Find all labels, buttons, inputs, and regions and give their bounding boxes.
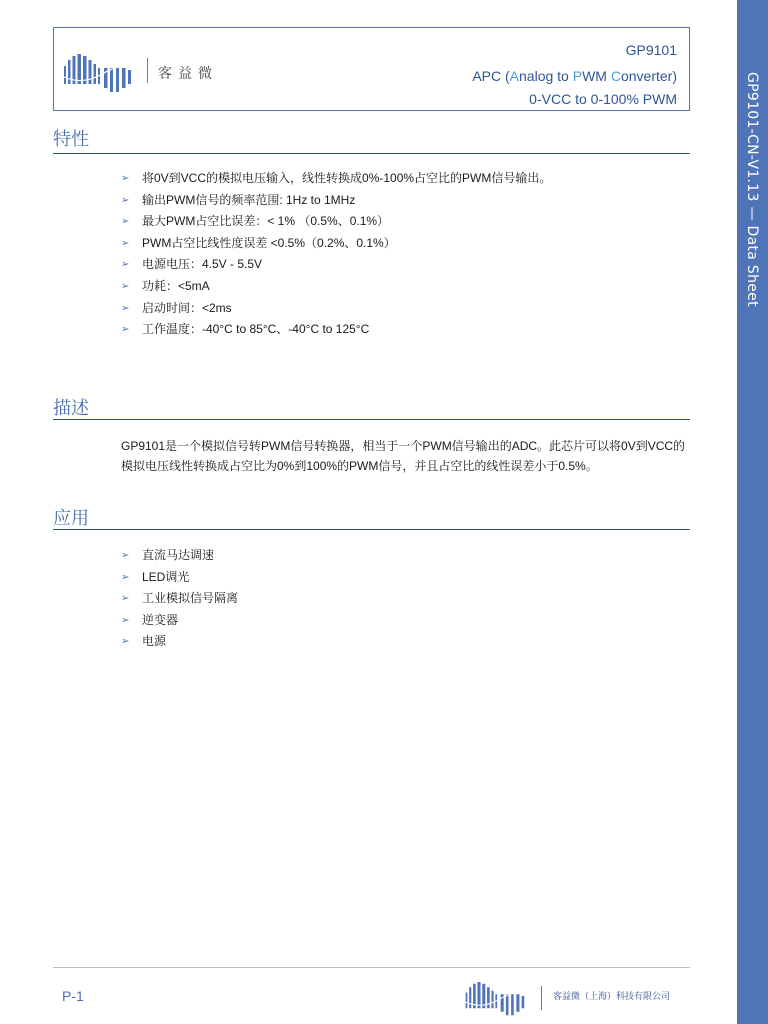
header-box xyxy=(53,27,690,111)
arrow-bullet-icon: ➢ xyxy=(121,614,130,626)
arrow-bullet-icon: ➢ xyxy=(121,259,130,271)
arrow-bullet-icon: ➢ xyxy=(121,194,130,206)
footer-logo-separator xyxy=(541,986,542,1010)
page-number: P-1 xyxy=(62,988,84,1004)
arrow-bullet-icon: ➢ xyxy=(121,216,130,228)
list-item: ➢ 功耗：<5mA xyxy=(121,276,551,298)
description-text: GP9101是一个模拟信号转PWM信号转换器，相当于一个PWM信号输出的ADC。此芯片可以将0V到VCC的模拟电压线性转换成占空比为0%到100%的PWM信号，并且占空比的线性误差小于0.5%。 xyxy=(121,439,686,473)
doc-version-label: GP9101-CN-V1.13 — Data Sheet xyxy=(744,72,760,307)
list-item: ➢ PWM占空比线性度误差 <0.5%（0.2%、0.1%） xyxy=(121,233,551,255)
arrow-bullet-icon: ➢ xyxy=(121,571,130,583)
list-item: ➢ 工业模拟信号隔离 xyxy=(121,588,238,610)
arrow-bullet-icon: ➢ xyxy=(121,237,130,249)
header-title-block xyxy=(472,42,677,110)
arrow-bullet-icon: ➢ xyxy=(121,302,130,314)
list-item: ➢ 直流马达调速 xyxy=(121,545,238,567)
list-item: ➢ 输出PWM信号的频率范围: 1Hz to 1MHz xyxy=(121,190,551,212)
arrow-bullet-icon: ➢ xyxy=(121,173,130,184)
footer-company-name: 客益微（上海）科技有限公司 xyxy=(553,991,671,1001)
features-heading: 特性 xyxy=(53,129,89,149)
list-item: ➢ 逆变器 xyxy=(121,610,238,632)
features-list xyxy=(121,168,551,341)
product-subtitle: 0-VCC to 0-100% PWM xyxy=(529,91,677,107)
arrow-bullet-icon: ➢ xyxy=(121,280,130,292)
logo-company-name: 客益微 xyxy=(158,65,218,81)
list-item: ➢ LED调光 xyxy=(121,567,238,589)
features-rule xyxy=(53,153,690,154)
applications-list xyxy=(121,545,238,653)
arrow-bullet-icon: ➢ xyxy=(121,636,130,648)
side-band xyxy=(737,0,768,1024)
footer-rule xyxy=(53,967,690,968)
list-item: ➢ 最大PWM占空比误差：< 1% （0.5%、0.1%） xyxy=(121,211,551,233)
logo-separator xyxy=(147,58,148,83)
description-heading: 描述 xyxy=(53,398,89,418)
footer-logo-icon xyxy=(462,975,534,1017)
product-title: APC (Analog to PWM Converter) xyxy=(472,68,677,84)
arrow-bullet-icon: ➢ xyxy=(121,324,130,336)
description-rule xyxy=(53,419,690,420)
arrow-bullet-icon: ➢ xyxy=(121,593,130,605)
arrow-bullet-icon: ➢ xyxy=(121,550,130,561)
applications-heading: 应用 xyxy=(53,508,89,528)
list-item: ➢ 启动时间：<2ms xyxy=(121,298,551,320)
applications-rule xyxy=(53,529,690,530)
list-item: ➢ 电源电压：4.5V - 5.5V xyxy=(121,254,551,276)
company-logo-icon xyxy=(62,46,140,94)
list-item: ➢ 将0V到VCC的模拟电压输入，线性转换成0%-100%占空比的PWM信号输出。 xyxy=(121,168,551,190)
list-item: ➢ 电源 xyxy=(121,631,238,653)
model-number: GP9101 xyxy=(625,42,677,58)
list-item: ➢ 工作温度：-40°C to 85°C、-40°C to 125°C xyxy=(121,319,551,341)
